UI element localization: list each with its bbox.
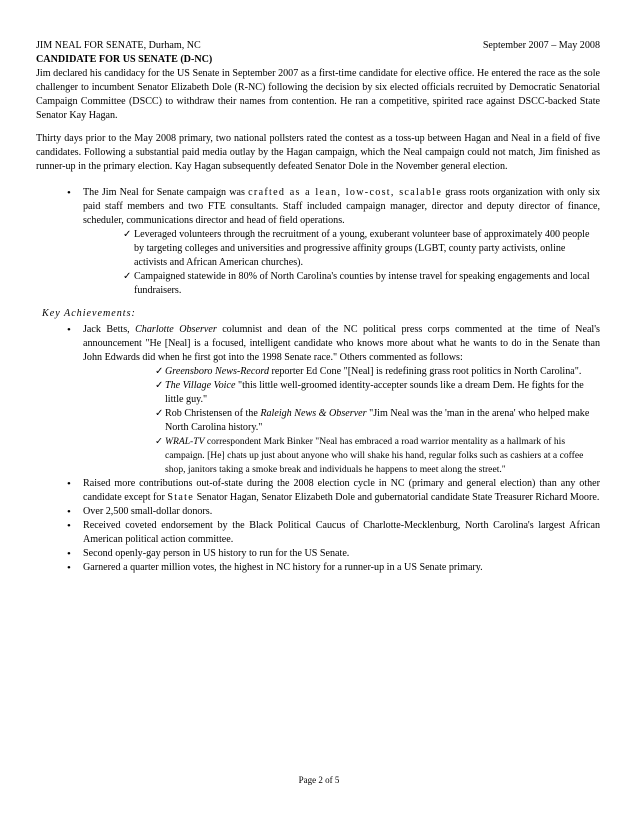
quote-item <box>83 365 600 379</box>
contrib-text: Raised more contributions out-of-state during the 2008 election cycle in NC (primary and general election) than any other candidate except for <box>83 478 600 503</box>
list-item <box>36 477 600 505</box>
list-item <box>36 186 600 298</box>
quote-item <box>83 435 600 477</box>
publication-name: Charlotte Observer <box>135 324 217 335</box>
list-item: • Over 2,500 small-dollar donors. <box>36 505 600 519</box>
publication-name: Raleigh News & Observer <box>260 408 367 419</box>
sub-item-text: Leveraged volunteers through the recruitment of a young, exuberant volunteer base of approximately 400 people by targeting colleges and universities and progressive affinity groups (LGBT, county party activists, online activists and African American churches). <box>134 229 590 268</box>
quote-text: correspondent Mark Binker "Neal has embraced a road warrior mentality as a hallmark of his campaign. [He] chats up just about anyone who will shake his hand, regular folks such as cashiers at a coffee shop, janitors taking a smoke break and individuals he happens to meet along the street." <box>165 436 584 475</box>
header-dates: September 2007 – May 2008 <box>482 40 600 51</box>
position-title: CANDIDATE FOR US SENATE (D-NC) <box>36 54 213 65</box>
sub-item-text: Campaigned statewide in 80% of North Carolina's counties by intense travel for speaking engagements and local fundraisers. <box>134 271 590 296</box>
quote-item <box>83 407 600 435</box>
checkmark-icon: ✓ <box>155 408 164 419</box>
contrib-text-end: Senator Hagan, Senator Elizabeth Dole and gubernatorial candidate State Treasurer Richard Moore. <box>194 492 600 503</box>
list-item: • Received coveted endorsement by the Black Political Caucus of Charlotte-Mecklenburg, North Carolina's largest African American political action committee. <box>36 519 600 547</box>
betts-quote: columnist and dean of the NC political press corps commented at the time of Neal's announcement "He [Neal] is a focused, intelligent candidate who knows more about what he wants to do in the Senate than John Edwards did when he first got into the 1998 Senate race." Others commented as follows: <box>83 324 600 363</box>
campaign-text: The Jim Neal for Senate campaign was <box>83 187 249 198</box>
quote-item <box>83 379 600 407</box>
checkmark-icon: ✓ <box>123 271 132 282</box>
contrib-spaced-text: State <box>167 492 195 503</box>
campaign-spaced-text: crafted as a lean, low-cost, scalable <box>248 187 443 198</box>
checkmark-icon: ✓ <box>123 229 132 240</box>
campaign-list <box>36 186 600 298</box>
checkmark-icon: ✓ <box>155 380 164 391</box>
list-item <box>36 323 600 477</box>
achievements-list <box>36 323 600 575</box>
page-number: Page 2 of 5 <box>298 775 340 785</box>
publication-name: WRAL-TV <box>165 436 205 447</box>
sub-item-volunteers <box>83 228 600 270</box>
quote-author: Rob Christensen of the <box>165 408 261 419</box>
publication-name: Greensboro News-Record <box>165 366 270 377</box>
campaign-text-end: grass roots organization with only six paid staff members and two FTE consultants. Staff included campaign manager, director and deputy director of finance, scheduler, communications director and head of field operations. <box>83 187 600 226</box>
checkmark-icon: ✓ <box>155 366 164 377</box>
checkmark-icon: ✓ <box>155 436 164 447</box>
quote-text: reporter Ed Cone "[Neal] is redefining grass root politics in North Carolina". <box>269 366 582 377</box>
resume-page <box>36 39 600 575</box>
quote-text: "Jim Neal was the 'man in the arena' who helped make North Carolina history." <box>165 408 590 433</box>
summary-paragraph: Jim declared his candidacy for the US Senate in September 2007 as a first-time candidate for elective office. He entered the race as the sole challenger to incumbent Senator Elizabeth Dole (R-NC) following the decision by six elected officials recruited by Democratic Senatorial Campaign Committee (DSCC) to withdraw their names from contention. He ran a competitive, spirited race against DSCC-backed State Senator Kay Hagan. <box>36 68 600 121</box>
publication-name: The Village Voice <box>165 380 236 391</box>
primary-paragraph: Thirty days prior to the May 2008 primary, two national pollsters rated the contest as a toss-up between Hagan and Neal in a field of five candidates. Following a substantial paid media outlay by the Hagan campaign, which the Neal campaign could not match, Jim finished as runner-up in the primary election. Kay Hagan subsequently defeated Senator Dole in the November general election. <box>36 133 600 172</box>
betts-text: Jack Betts, <box>83 324 136 335</box>
quote-text: "this little well-groomed identity-accepter sounds like a dream Dem. He fights for the little guy." <box>165 380 584 405</box>
page-header <box>36 39 600 53</box>
header-employer: JIM NEAL FOR SENATE, Durham, NC <box>36 40 201 51</box>
sub-item-statewide <box>83 270 600 298</box>
list-item: • Second openly-gay person in US history to run for the US Senate. <box>36 547 600 561</box>
list-item: • Garnered a quarter million votes, the highest in NC history for a runner-up in a US Senate primary. <box>36 561 600 575</box>
key-achievements-heading: Key Achievements: <box>42 308 136 319</box>
